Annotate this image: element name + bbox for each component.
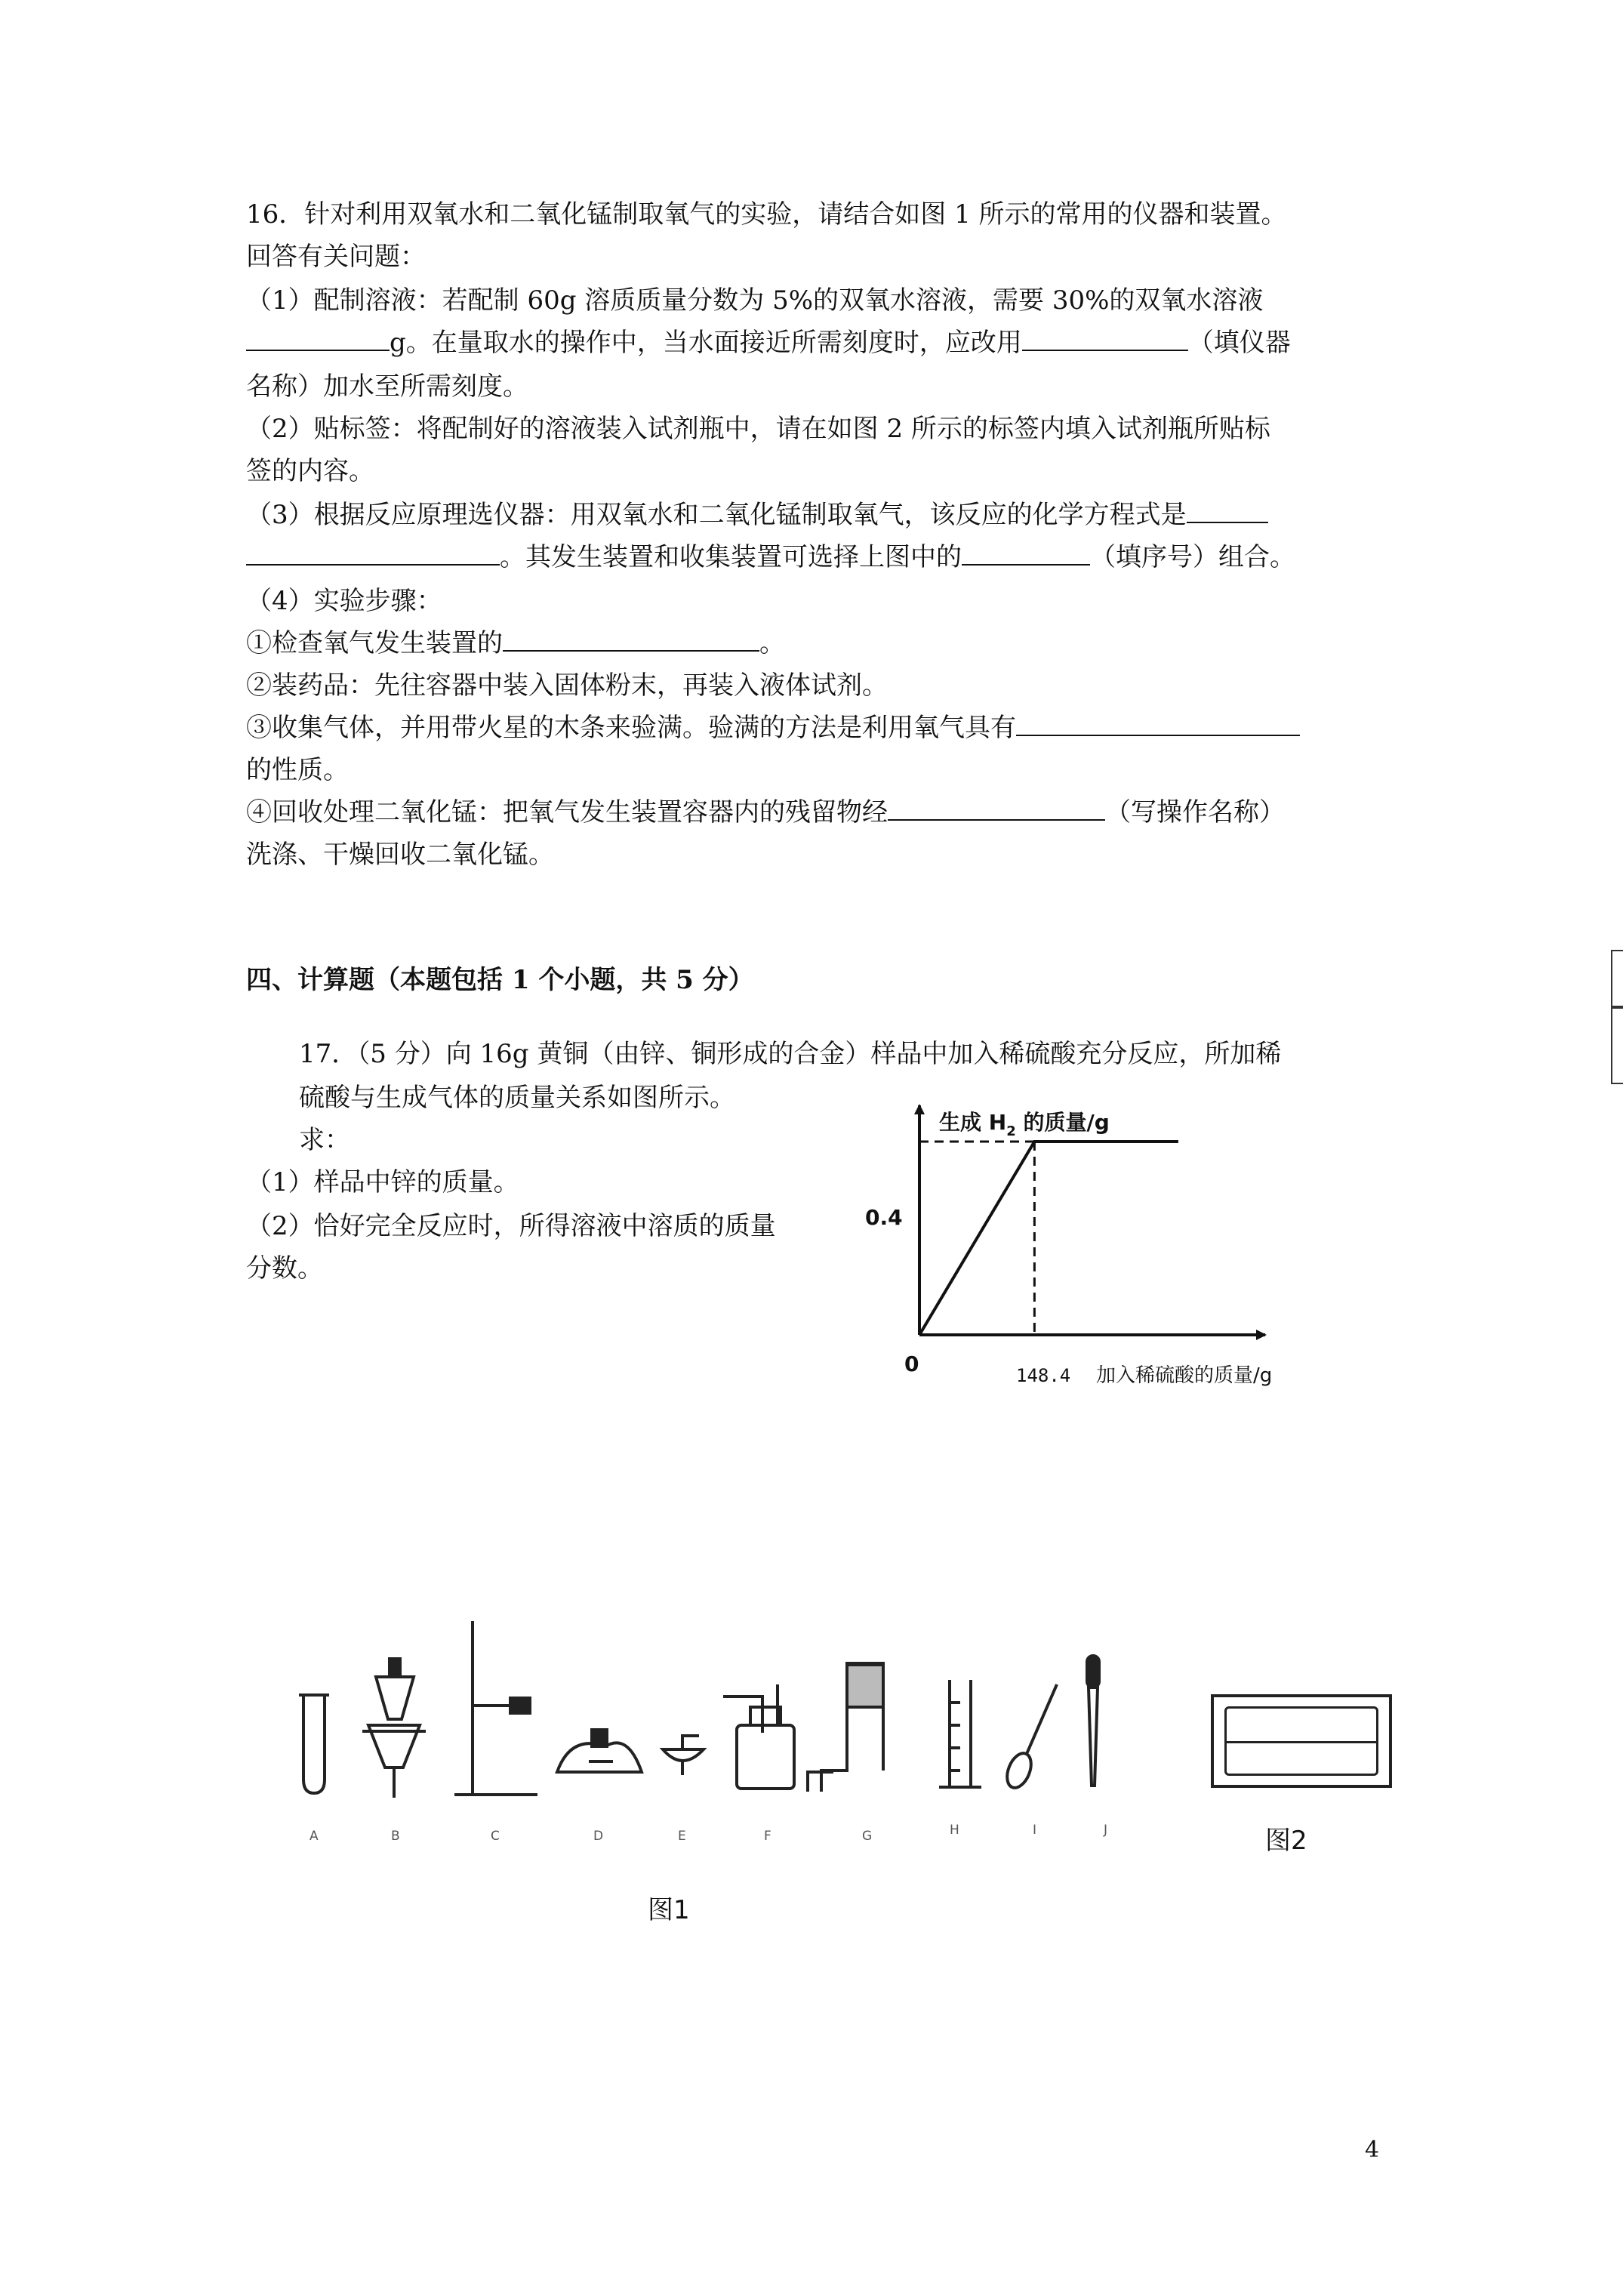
- figure1-label-f: F: [764, 1829, 771, 1844]
- y-tick-label: 0.4: [865, 1205, 903, 1230]
- page-number: 4: [1365, 2137, 1380, 2163]
- q16-step1: [246, 627, 785, 660]
- q17-line1: 17．（5 分）向 16g 黄铜（由锌、铜形成的合金）样品中加入稀硫酸充分反应，所加稀: [299, 1039, 1282, 1069]
- x-axis-label: 加入稀硫酸的质量/g: [1096, 1364, 1273, 1387]
- answer-blank[interactable]: [246, 541, 500, 566]
- q16-step1-text: ①检查氧气发生装置的: [246, 628, 503, 658]
- q16-step4: [246, 796, 1285, 829]
- reagent-label-box: [1211, 1694, 1392, 1788]
- answer-blank[interactable]: [246, 327, 390, 351]
- origin-label: 0: [904, 1351, 919, 1376]
- figure1-apparatus: [287, 1612, 1163, 1861]
- q16-line1: 16．针对利用双氧水和二氧化锰制取氧气的实验，请结合如图 1 所示的常用的仪器和装置。: [246, 199, 1287, 230]
- x-tick-label: 148.4: [1016, 1365, 1071, 1386]
- graduated-cylinder-icon: [939, 1680, 981, 1787]
- evaporating-dish-icon: [663, 1736, 704, 1775]
- q16-part3-text-b: （填序号）组合。: [1090, 542, 1295, 572]
- q16-step4-text-b: （写操作名称）: [1105, 797, 1285, 827]
- q16-part3-text: （3）根据反应原理选仪器：用双氧水和二氧化锰制取氧气，该反应的化学方程式是: [246, 500, 1187, 530]
- label-inner-frame: [1224, 1706, 1378, 1776]
- iron-stand-icon: [454, 1621, 537, 1795]
- q16-part1-line2: [246, 326, 1291, 359]
- figure1-caption: 图1: [648, 1895, 690, 1925]
- gas-collection-device-icon: [808, 1663, 883, 1792]
- alcohol-burner-icon: [557, 1730, 642, 1772]
- q16-part2-line2: 签的内容。: [246, 456, 374, 486]
- answer-blank[interactable]: [888, 797, 1105, 821]
- q17-sub2-line2: 分数。: [246, 1253, 323, 1284]
- q16-part1-line1: （1）配制溶液：若配制 60g 溶质质量分数为 5%的双氧水溶液，需要 30%的双氧水溶液: [246, 285, 1264, 316]
- q16-part4-title: （4）实验步骤：: [246, 586, 442, 616]
- answer-blank[interactable]: [1187, 499, 1268, 523]
- figure1-label-i: I: [1033, 1823, 1037, 1838]
- gas-bottle-icon: [723, 1684, 794, 1789]
- q16-part1-text-a: g。在量取水的操作中，当水面接近所需刻度时，应改用: [390, 328, 1022, 358]
- q16-part2-line1: （2）贴标签：将配制好的溶液装入试剂瓶中，请在如图 2 所示的标签内填入试剂瓶所贴标: [246, 414, 1270, 444]
- figure1-label-j: J: [1104, 1823, 1108, 1838]
- q16-step3-line2: 的性质。: [246, 755, 349, 785]
- figure1-label-e: E: [678, 1829, 686, 1844]
- answer-blank[interactable]: [1016, 712, 1300, 736]
- q16-step4-line2: 洗涤、干燥回收二氧化锰。: [246, 840, 554, 870]
- figure2-caption: 图2: [1265, 1826, 1307, 1856]
- test-tube-icon: [299, 1695, 329, 1793]
- q16-part1-text-b: （填仪器: [1187, 328, 1291, 358]
- q17-sub2-line1: （2）恰好完全反应时，所得溶液中溶质的质量: [246, 1211, 776, 1241]
- q17-line3: 求：: [299, 1125, 350, 1155]
- q16-step2: ②装药品：先往容器中装入固体粉末，再装入液体试剂。: [246, 670, 888, 701]
- figure1-label-a: A: [310, 1829, 319, 1844]
- q16-line2: 回答有关问题：: [246, 242, 426, 272]
- h2-series-line: [919, 1142, 1178, 1335]
- separatory-funnel-icon: [362, 1659, 426, 1798]
- q17-sub1: （1）样品中锌的质量。: [246, 1167, 519, 1197]
- q16-part3-line1: [246, 498, 1268, 532]
- section-heading: 四、计算题（本题包括 1 个小题，共 5 分）: [246, 965, 754, 995]
- margin-mark: [1611, 950, 1623, 1009]
- figure1-label-b: B: [391, 1829, 400, 1844]
- spoon-icon: [1002, 1684, 1057, 1791]
- q16-step3: [246, 711, 1300, 744]
- q16-part3-text-a: 。其发生装置和收集装置可选择上图中的: [500, 542, 962, 572]
- y-axis-label: 生成 $H_2$ 的质量/g: [939, 1110, 1110, 1139]
- answer-blank[interactable]: [1022, 327, 1188, 351]
- q16-step1-end: 。: [759, 628, 785, 658]
- q16-part3-line2: [246, 541, 1295, 574]
- q16-step3-text: ③收集气体，并用带火星的木条来验满。验满的方法是利用氧气具有: [246, 713, 1016, 743]
- q16-part1-line3: 名称）加水至所需刻度。: [246, 371, 528, 402]
- figure1-label-d: D: [593, 1829, 604, 1844]
- h2-mass-chart: [845, 1095, 1344, 1412]
- q17-line2: 硫酸与生成气体的质量关系如图所示。: [299, 1083, 735, 1113]
- answer-blank[interactable]: [503, 627, 759, 652]
- q16-step4-text-a: ④回收处理二氧化锰：把氧气发生装置容器内的残留物经: [246, 797, 888, 827]
- label-divider: [1227, 1741, 1376, 1743]
- dropper-icon: [1087, 1656, 1099, 1786]
- figure1-label-h: H: [950, 1823, 959, 1838]
- margin-mark: [1611, 1006, 1623, 1084]
- figure1-label-g: G: [862, 1829, 873, 1844]
- answer-blank[interactable]: [962, 541, 1090, 566]
- figure1-label-c: C: [491, 1829, 500, 1844]
